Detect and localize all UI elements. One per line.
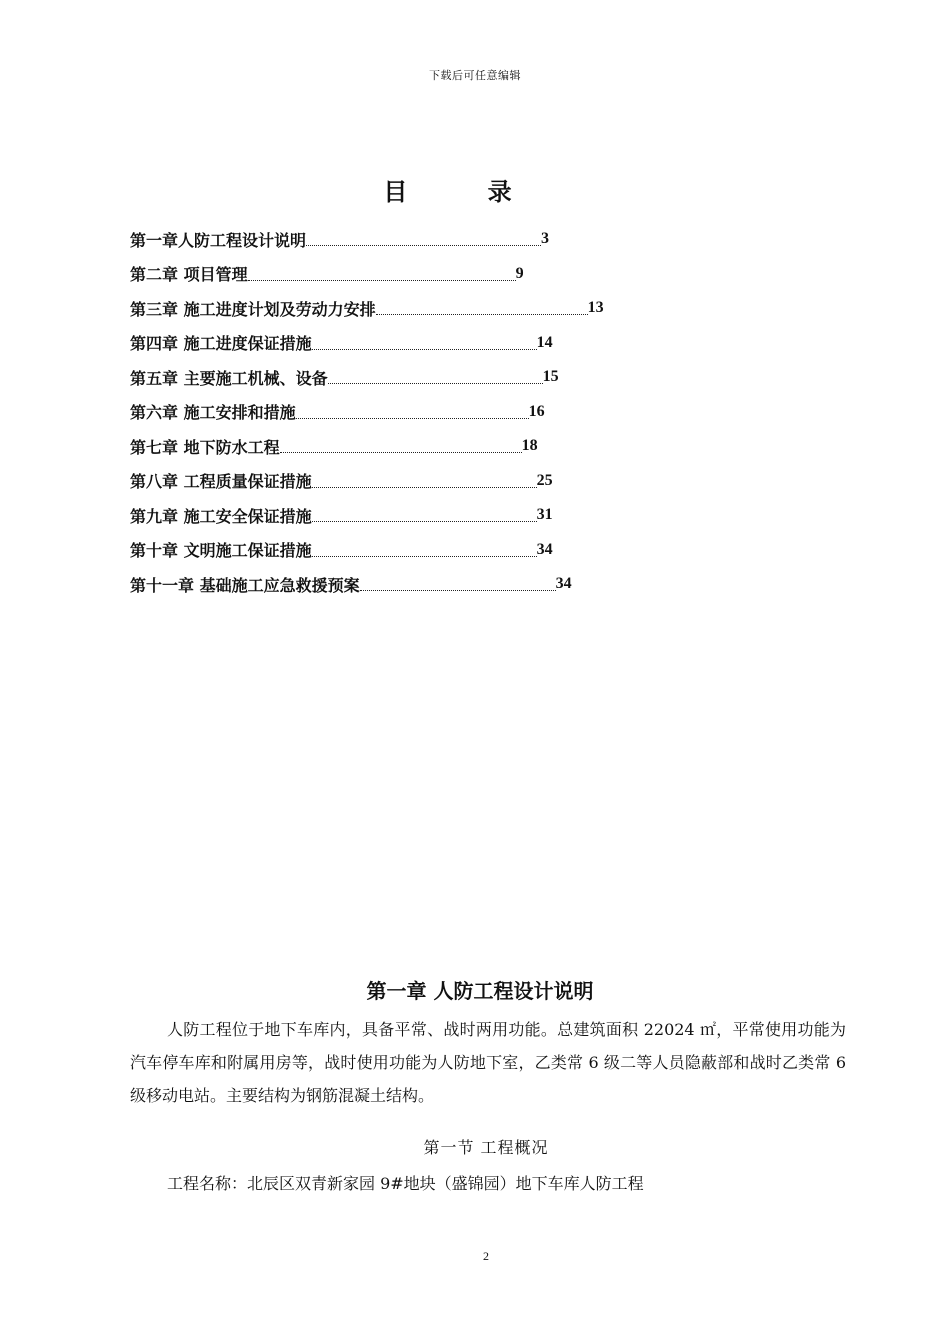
page-number: 2	[483, 1249, 489, 1263]
toc-item-page: 18	[521, 437, 538, 455]
toc-item[interactable]	[130, 257, 690, 292]
toc-item[interactable]	[130, 291, 690, 326]
toc-item-label: 第二章 项目管理	[130, 265, 248, 285]
toc-item-page: 34	[536, 540, 553, 558]
toc-leader	[306, 244, 541, 246]
chapter-paragraph: 人防工程位于地下车库内，具备平常、战时两用功能。总建筑面积 22024 ㎡，平常使用功能为汽车停车库和附属用房等，战时使用功能为人防地下室，乙类常 6 级二等人员隐蔽部和战时乙类常 6 级移动电站。主要结构为钢筋混凝土结构。	[130, 1020, 846, 1105]
toc-title: 目 录	[383, 177, 548, 206]
toc-item[interactable]	[130, 464, 690, 499]
toc-item-label: 第八章 工程质量保证措施	[130, 472, 312, 492]
toc-leader	[312, 348, 537, 350]
toc-item-page: 14	[536, 333, 553, 351]
toc-leader	[360, 589, 556, 591]
toc-item-page: 13	[587, 299, 604, 317]
toc-leader	[312, 555, 537, 557]
toc-item-page: 34	[555, 575, 572, 593]
section-title: 第一节 工程概况	[423, 1138, 549, 1157]
table-of-contents	[130, 222, 690, 602]
chapter-title: 第一章 人防工程设计说明	[366, 979, 594, 1003]
toc-leader	[312, 486, 537, 488]
toc-item-label: 第九章 施工安全保证措施	[130, 506, 312, 526]
toc-item[interactable]	[130, 395, 690, 430]
toc-item[interactable]	[130, 326, 690, 361]
project-name-line: 工程名称：北辰区双青新家园 9#地块（盛锦园）地下车库人防工程	[167, 1174, 644, 1193]
toc-item-page: 31	[536, 506, 553, 524]
toc-item[interactable]	[130, 429, 690, 464]
toc-leader	[328, 382, 543, 384]
toc-item-label: 第一章人防工程设计说明	[130, 230, 307, 250]
toc-leader	[280, 451, 522, 453]
toc-item-label: 第七章 地下防水工程	[130, 437, 280, 457]
toc-leader	[312, 520, 537, 522]
toc-item[interactable]	[130, 533, 690, 568]
toc-item[interactable]	[130, 222, 690, 257]
toc-leader	[296, 417, 529, 419]
toc-item[interactable]	[130, 360, 690, 395]
toc-item-page: 3	[541, 230, 550, 248]
toc-item-page: 16	[528, 402, 545, 420]
toc-leader	[376, 313, 588, 315]
toc-item-label: 第三章 施工进度计划及劳动力安排	[130, 299, 376, 319]
toc-item[interactable]	[130, 567, 690, 602]
toc-item-label: 第四章 施工进度保证措施	[130, 334, 312, 354]
toc-item-label: 第十一章 基础施工应急救援预案	[130, 575, 360, 595]
header-note: 下载后可任意编辑	[429, 69, 521, 82]
toc-item-label: 第五章 主要施工机械、设备	[130, 368, 328, 388]
toc-item-page: 9	[515, 264, 524, 282]
toc-item-label: 第十章 文明施工保证措施	[130, 541, 312, 561]
toc-item-page: 15	[542, 368, 559, 386]
toc-leader	[248, 279, 516, 281]
toc-item-label: 第六章 施工安排和措施	[130, 403, 296, 423]
toc-item[interactable]	[130, 498, 690, 533]
toc-item-page: 25	[536, 471, 553, 489]
